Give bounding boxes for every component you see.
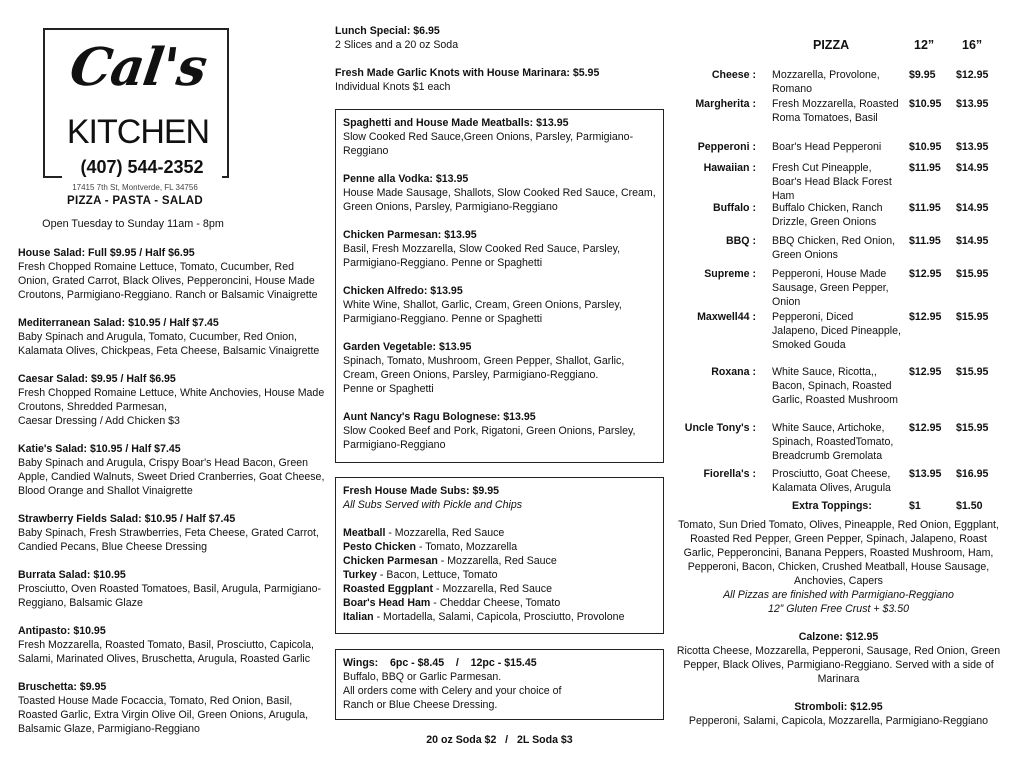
size-16-header: 16”: [962, 38, 983, 52]
salad-title: Burrata Salad: $10.95: [18, 569, 126, 581]
pizza-price-16: $13.95: [956, 98, 989, 110]
sub-desc: - Cheddar Cheese, Tomato: [430, 597, 561, 609]
pizza-header: PIZZA: [813, 38, 850, 52]
salad-desc: Prosciutto, Oven Roasted Tomatoes, Basil, Arugula, Parmigiano-Reggiano, Balsamic Glaze: [18, 583, 322, 609]
calzone-desc: Ricotta Cheese, Mozzarella, Pepperoni, Sausage, Red Onion, Green Pepper, Black Olives, Parmigiano-Reggiano. Served with a side of Marinara: [676, 645, 1001, 685]
calzone-title: Calzone: $12.95: [798, 631, 879, 643]
salads-section: [18, 246, 328, 750]
salad-title: Mediterranean Salad: $10.95 / Half $7.45: [18, 317, 219, 329]
salad-desc: Baby Spinach and Arugula, Tomato, Cucumber, Red Onion, Kalamata Olives, Chickpeas, Feta Cheese, Balsamic Vinaigrette: [18, 331, 320, 357]
sub-desc: - Mozzarella, Red Sauce: [433, 583, 552, 595]
salad-item: [18, 372, 328, 428]
toppings-section: [676, 518, 1001, 728]
sub-item: [343, 540, 656, 554]
sub-name: Italian: [343, 611, 374, 623]
salad-item: [18, 624, 328, 666]
salad-title: Antipasto: $10.95: [18, 625, 106, 637]
pasta-title: Chicken Alfredo: $13.95: [343, 285, 463, 297]
pasta-desc: Spinach, Tomato, Mushroom, Green Pepper, Shallot, Garlic, Cream, Green Onions, Parsley, Parmigiano-Reggiano.: [343, 355, 625, 381]
toppings-list: Tomato, Sun Dried Tomato, Olives, Pineapple, Red Onion, Eggplant, Roasted Red Pepper, Green Pepper, Spinach, Jalapeno, Roast Garlic, Pepperoncini, Banana Peppers, Roasted Mushroom, Ham, Pepperoni, Bacon, Chicken, Crushed Meatball, House Sausage, Anchovies, Capers: [678, 519, 999, 587]
pasta-title: Chicken Parmesan: $13.95: [343, 229, 477, 241]
drinks: 20 oz Soda $2 / 2L Soda $3: [426, 734, 573, 746]
parm-note: All Pizzas are finished with Parmigiano-Reggiano: [723, 589, 954, 601]
tagline: PIZZA - PASTA - SALAD: [67, 195, 203, 207]
wings-line: Ranch or Blue Cheese Dressing.: [343, 699, 498, 711]
salad-desc: Baby Spinach, Fresh Strawberries, Feta Cheese, Grated Carrot, Candied Pecans, Blue Cheese Dressing: [18, 527, 319, 553]
pizza-name: Supreme :: [704, 268, 756, 280]
size-12-header: 12”: [914, 38, 935, 52]
pizza-price-12: $10.95: [909, 98, 942, 110]
stromboli-desc: Pepperoni, Salami, Capicola, Mozzarella, Parmigiano-Reggiano: [688, 715, 989, 727]
pizza-name: Fiorella's :: [703, 468, 756, 480]
pizza-price-12: $13.95: [909, 468, 942, 480]
pizza-price-16: $12.95: [956, 69, 989, 81]
salad-title: House Salad: Full $9.95 / Half $6.95: [18, 247, 195, 259]
pizza-price-12: $12.95: [909, 366, 942, 378]
wings-line: All orders come with Celery and your choice of: [343, 685, 562, 697]
subs-note: All Subs Served with Pickle and Chips: [343, 499, 523, 511]
sub-name: Chicken Parmesan: [343, 555, 438, 567]
salad-desc: Fresh Chopped Romaine Lettuce, White Anchovies, House Made Croutons, Shredded Parmesan,: [18, 387, 325, 413]
pizza-price-12: $12.95: [909, 311, 942, 323]
pasta-desc: White Wine, Shallot, Garlic, Cream, Green Onions, Parsley, Parmigiano-Reggiano. Penne or Spaghetti: [343, 299, 622, 325]
address: 17415 7th St, Montverde, FL 34756: [72, 183, 198, 192]
pizza-price-16: $13.95: [956, 141, 989, 153]
sub-desc: - Bacon, Lettuce, Tomato: [376, 569, 498, 581]
salad-item: [18, 442, 328, 498]
sub-name: Pesto Chicken: [343, 541, 417, 553]
wings-box: [335, 649, 664, 720]
sub-desc: - Tomato, Mozzarella: [416, 541, 518, 553]
pizza-desc: Fresh Cut Pineapple, Boar's Head Black Forest Ham: [772, 162, 892, 202]
pizza-price-16: $15.95: [956, 366, 989, 378]
wings-line: Buffalo, BBQ or Garlic Parmesan.: [343, 671, 502, 683]
pasta-item: [343, 284, 656, 326]
pasta-item: [343, 340, 656, 396]
pizza-price-16: $15.95: [956, 311, 989, 323]
pizza-name: Hawaiian :: [703, 162, 756, 174]
salad-item: [18, 246, 328, 302]
salad-desc: Baby Spinach and Arugula, Crispy Boar's Head Bacon, Green Apple, Candied Walnuts, Sweet Dried Cranberries, Goat Cheese, Blood Orange and Shallot Vinaigrette: [18, 457, 325, 497]
sub-item: [343, 582, 656, 596]
pizza-price-12: $12.95: [909, 422, 942, 434]
salad-title: Bruschetta: $9.95: [18, 681, 107, 693]
pasta-desc: House Made Sausage, Shallots, Slow Cooked Red Sauce, Cream, Green Onions, Parsley, Parmigiano-Reggiano: [343, 187, 656, 213]
pasta-item: [343, 172, 656, 214]
salad-title: Strawberry Fields Salad: $10.95 / Half $7.45: [18, 513, 236, 525]
pizza-name: Maxwell44 :: [697, 311, 756, 323]
salad-desc: Fresh Mozzarella, Roasted Tomato, Basil, Prosciutto, Capicola, Salami, Marinated Olives, Bruschetta, Arugula, Roasted Garlic: [18, 639, 314, 665]
pizza-name: Buffalo :: [713, 202, 756, 214]
pizza-price-16: $14.95: [956, 202, 989, 214]
pizza-price-12: $11.95: [909, 162, 941, 174]
pizza-name: Margherita :: [695, 98, 756, 110]
pizza-desc: Pepperoni, Diced Jalapeno, Diced Pineapple, Smoked Gouda: [772, 311, 901, 351]
extra-price-12: $1: [909, 500, 921, 512]
pizza-desc: BBQ Chicken, Red Onion, Green Onions: [772, 235, 896, 261]
salad-desc-extra: Caesar Dressing / Add Chicken $3: [18, 415, 180, 427]
sub-item: [343, 596, 656, 610]
pizza-desc: Pepperoni, House Made Sausage, Green Pepper, Onion: [772, 268, 889, 308]
subs-title: Fresh House Made Subs: $9.95: [343, 485, 500, 497]
knots-title: Fresh Made Garlic Knots with House Marinara: $5.95: [335, 67, 600, 79]
pizza-price-12: $12.95: [909, 268, 942, 280]
lunch-desc: 2 Slices and a 20 oz Soda: [335, 39, 459, 51]
pizza-desc: White Sauce, Ricotta,, Bacon, Spinach, Roasted Garlic, Roasted Mushroom: [772, 366, 898, 406]
pasta-title: Penne alla Vodka: $13.95: [343, 173, 469, 185]
specials-section: [335, 24, 665, 94]
salad-item: [18, 316, 328, 358]
pizza-price-16: $16.95: [956, 468, 989, 480]
pasta-desc: Slow Cooked Red Sauce,Green Onions, Parsley, Parmigiano-Reggiano: [343, 131, 634, 157]
wings-title: Wings: 6pc - $8.45 / 12pc - $15.45: [343, 657, 537, 669]
logo-script: Cal's: [66, 37, 210, 98]
pizza-price-16: $15.95: [956, 268, 989, 280]
salad-item: [18, 680, 328, 736]
sub-item: [343, 568, 656, 582]
pizza-name: Cheese :: [711, 69, 756, 81]
sub-item: [343, 554, 656, 568]
pizza-price-12: $11.95: [909, 235, 941, 247]
sub-desc: - Mozzarella, Red Sauce: [385, 527, 505, 539]
pizza-price-16: $14.95: [956, 162, 989, 174]
pasta-desc: Basil, Fresh Mozzarella, Slow Cooked Red Sauce, Parsley, Parmigiano-Reggiano. Penne or Spaghetti: [343, 243, 621, 269]
sub-desc: - Mortadella, Salami, Capicola, Prosciutto, Provolone: [373, 611, 625, 623]
sub-name: Turkey: [343, 569, 377, 581]
stromboli-title: Stromboli: $12.95: [794, 701, 883, 713]
pizza-price-12: $11.95: [909, 202, 941, 214]
pizza-desc: Fresh Mozzarella, Roasted Roma Tomatoes, Basil: [772, 98, 899, 124]
pizza-name: Pepperoni :: [697, 141, 756, 153]
gluten-free-note: 12” Gluten Free Crust + $3.50: [767, 603, 910, 615]
pasta-desc-extra: Penne or Spaghetti: [343, 383, 434, 395]
pizza-desc: Boar's Head Pepperoni: [772, 141, 882, 153]
subs-box: [335, 477, 664, 634]
sub-item: [343, 526, 656, 540]
pasta-item: [343, 410, 656, 452]
pasta-title: Garden Vegetable: $13.95: [343, 341, 472, 353]
salad-title: Katie's Salad: $10.95 / Half $7.45: [18, 443, 181, 455]
pasta-title: Aunt Nancy's Ragu Bolognese: $13.95: [343, 411, 536, 423]
pasta-item: [343, 228, 656, 270]
pizza-name: Uncle Tony's :: [684, 422, 756, 434]
logo-kitchen: KITCHEN: [66, 113, 210, 151]
pizza-price-16: $14.95: [956, 235, 989, 247]
extra-price-16: $1.50: [956, 500, 983, 512]
sub-desc: - Mozzarella, Red Sauce: [437, 555, 557, 567]
pizza-desc: Buffalo Chicken, Ranch Drizzle, Green Onions: [772, 202, 883, 228]
sub-name: Roasted Eggplant: [343, 583, 434, 595]
extra-toppings-label: Extra Toppings:: [792, 500, 872, 512]
pizza-desc: Mozzarella, Provolone, Romano: [772, 69, 880, 95]
knots-desc: Individual Knots $1 each: [335, 81, 451, 93]
pizza-desc: White Sauce, Artichoke, Spinach, RoastedTomato, Breadcrumb Gremolata: [772, 422, 894, 462]
salad-title: Caesar Salad: $9.95 / Half $6.95: [18, 373, 176, 385]
sub-name: Meatball: [343, 527, 386, 539]
sub-name: Boar's Head Ham: [343, 597, 431, 609]
salad-desc: Toasted House Made Focaccia, Tomato, Red Onion, Basil, Roasted Garlic, Extra Virgin Olive Oil, Green Onions, Arugula, Balsamic Glaze, Parmigiano-Reggiano: [18, 695, 309, 735]
lunch-title: Lunch Special: $6.95: [335, 25, 440, 37]
sub-item: [343, 610, 656, 624]
pizza-price-16: $15.95: [956, 422, 989, 434]
pizza-name: BBQ :: [725, 235, 756, 247]
pizza-price-12: $10.95: [909, 141, 942, 153]
salad-item: [18, 568, 328, 610]
pasta-item: [343, 116, 656, 158]
salad-desc: Fresh Chopped Romaine Lettuce, Tomato, Cucumber, Red Onion, Grated Carrot, Black Olives, Pepperoncini, House Made Croutons, Parmigiano-Reggiano. Ranch or Balsamic Vinaigrette: [18, 261, 318, 301]
pizza-desc: Prosciutto, Goat Cheese, Kalamata Olives, Arugula: [772, 468, 891, 494]
pasta-box: [335, 109, 664, 463]
phone-number: (407) 544-2352: [62, 157, 222, 178]
salad-item: [18, 512, 328, 554]
pizza-name: Roxana :: [711, 366, 756, 378]
pizza-price-12: $9.95: [909, 69, 936, 81]
opening-hours: Open Tuesday to Sunday 11am - 8pm: [42, 218, 224, 230]
pasta-title: Spaghetti and House Made Meatballs: $13.95: [343, 117, 569, 129]
pasta-desc: Slow Cooked Beef and Pork, Rigatoni, Green Onions, Parsley, Parmigiano-Reggiano: [343, 425, 636, 451]
